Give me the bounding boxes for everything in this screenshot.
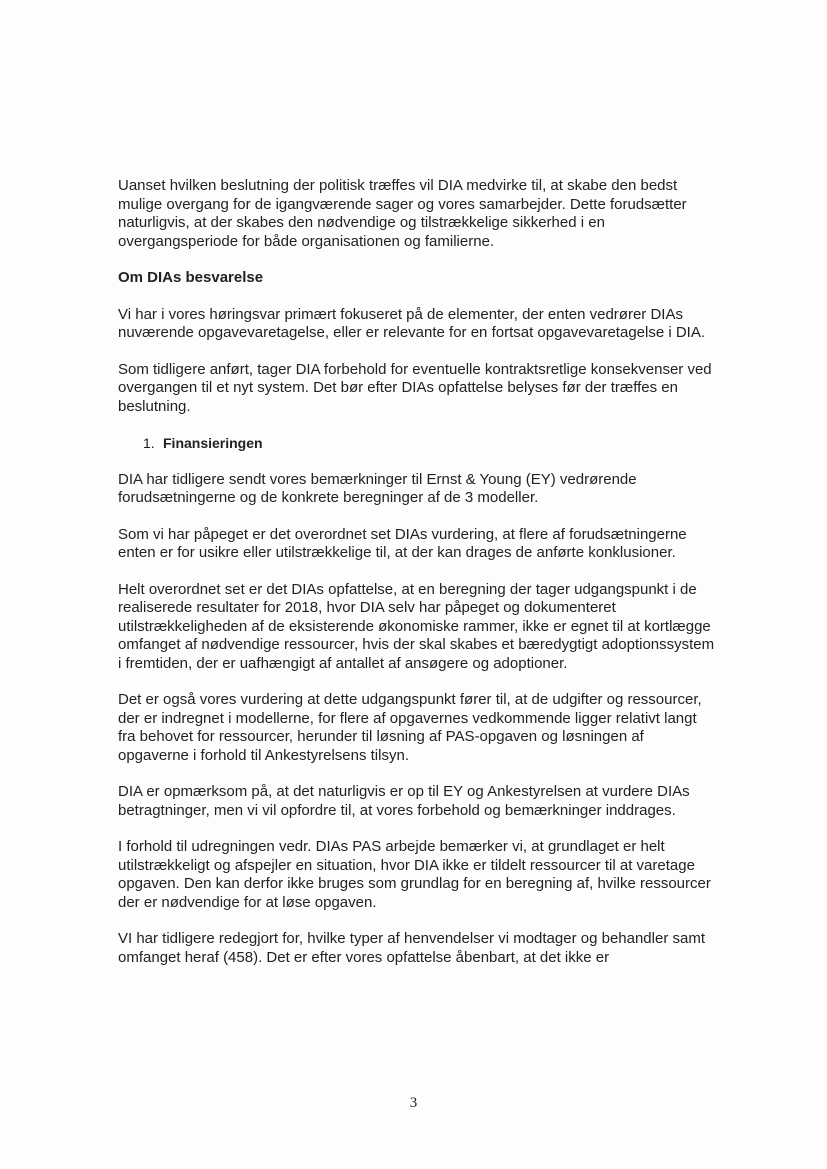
page-number: 3 [409,1095,418,1111]
numbered-heading [118,434,718,453]
paragraph: VI har tidligere redegjort for, hvilke typer af henvendelser vi modtager og behandler samt omfanget heraf (458). Det er efter vores opfattelse åbenbart, at det ikke er [118,930,705,966]
paragraph: Det er også vores vurdering at dette udgangspunkt fører til, at de udgifter og ressourcer, der er indregnet i modellerne, for flere af opgavernes vedkommende ligger relativt langt fra behovet for ressourcer, herunder til løsning af PAS-opgaven og løsningen af opgaverne i forhold til Ankestyrelsens tilsyn. [118,691,702,764]
paragraph: Som vi har påpeget er det overordnet set DIAs vurdering, at flere af forudsætningerne enten er for usikre eller utilstrækkelige til, at der kan drages de anførte konklusioner. [118,525,687,561]
paragraph: Helt overordnet set er det DIAs opfattelse, at en beregning der tager udgangspunkt i de realiserede resultater for 2018, hvor DIA selv har påpeget og dokumenteret utilstrækkeligheden af de eksisterende økonomiske rammer, ikke er egnet til at kortlægge omfanget af nødvendige ressourcer, hvis der skal skabes et bæredygtigt adoptionssystem i fremtiden, der er uafhængigt af antallet af ansøgere og adoptioner. [118,580,715,672]
numbered-heading-text: Finansieringen [163,435,263,451]
section-heading: Om DIAs besvarelse [118,269,264,286]
paragraph: DIA er opmærksom på, at det naturligvis er op til EY og Ankestyrelsen at vurdere DIAs betragtninger, men vi vil opfordre til, at vores forbehold og bemærkninger inddrages. [118,783,690,819]
paragraph: Som tidligere anført, tager DIA forbehold for eventuelle kontraktsretlige konsekvenser ved overgangen til et nyt system. Det bør efter DIAs opfattelse belyses før der træffes en beslutning. [118,360,712,415]
paragraph: Vi har i vores høringsvar primært fokuseret på de elementer, der enten vedrører DIAs nuværende opgavevaretagelse, eller er relevante for en fortsat opgavevaretagelse i DIA. [118,305,706,341]
paragraph: Uanset hvilken beslutning der politisk træffes vil DIA medvirke til, at skabe den bedst mulige overgang for de igangværende sager og vores samarbejder. Dette forudsætter naturligvis, at der skabes den nødvendige og tilstrækkelige sikkerhed i en overgangsperiode for både organisationen og familierne. [118,177,687,250]
paragraph: DIA har tidligere sendt vores bemærkninger til Ernst & Young (EY) vedrørende forudsætningerne og de konkrete beregninger af de 3 modeller. [118,470,637,506]
paragraph: I forhold til udregningen vedr. DIAs PAS arbejde bemærker vi, at grundlaget er helt utilstrækkeligt og afspejler en situation, hvor DIA ikke er tildelt ressourcer til at varetage opgaven. Den kan derfor ikke bruges som grundlag for en beregning af, hvilke ressourcer der er nødvendige for at løse opgaven. [118,838,711,911]
numbered-heading-number: 1. [143,435,155,451]
document-body [118,177,718,985]
